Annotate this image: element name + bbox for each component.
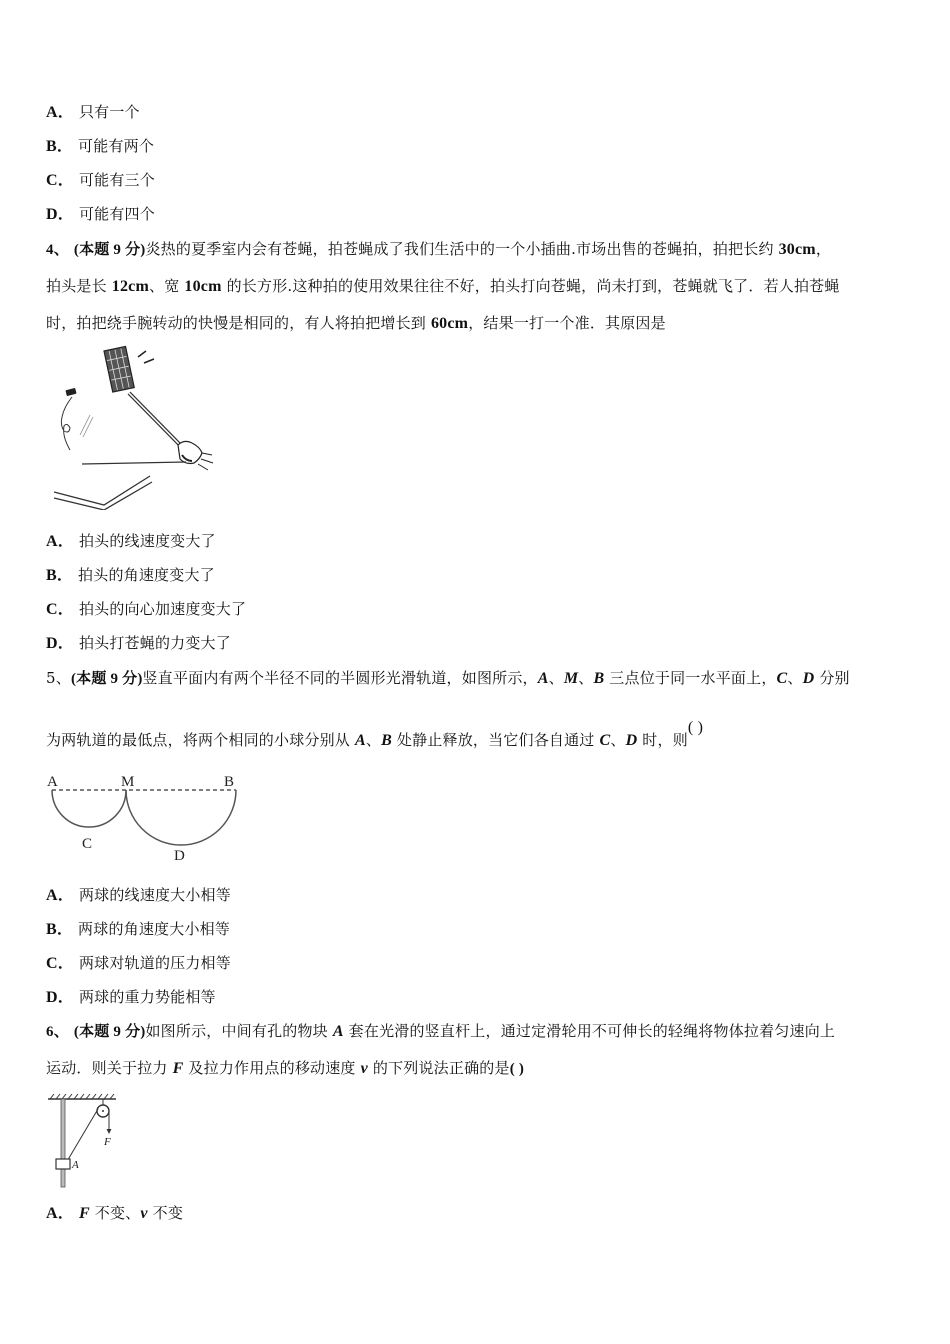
q3-option-c (46, 170, 155, 191)
math-variable: A (332, 1023, 344, 1040)
math-variable: F (172, 1060, 184, 1077)
option-text: 两球的角速度大小相等 (78, 920, 231, 938)
svg-text:B: B (224, 774, 235, 790)
stem-text: 运动．则关于拉力 (46, 1059, 173, 1077)
pulley-block-icon (44, 1093, 124, 1188)
option-letter: B． (46, 138, 74, 155)
math-variable: C (776, 670, 788, 687)
option-text: 两球对轨道的压力相等 (78, 954, 231, 972)
q5-option-b (46, 919, 230, 940)
question-score: (本题 9 分) (70, 671, 143, 687)
stem-number: 12cm (111, 278, 150, 295)
option-letter: C． (46, 601, 74, 618)
svg-text:F: F (104, 1136, 111, 1148)
option-text: 拍头的角速度变大了 (78, 566, 215, 584)
answer-blank: ( ) (687, 719, 704, 736)
option-letter: A． (46, 533, 74, 550)
math-variable: v (360, 1060, 368, 1077)
stem-text: 时，拍把绕手腕转动的快慢是相同的，有人将拍把增长到 (46, 314, 431, 332)
stem-text: 分别 (814, 669, 850, 687)
math-variable: A (537, 670, 549, 687)
math-variable: D (802, 670, 815, 687)
question-number: 4、 (46, 242, 69, 258)
stem-text: 拍头是长 (46, 277, 112, 295)
semicircle-tracks-icon (44, 770, 249, 870)
option-text: 可能有四个 (78, 205, 155, 223)
option-text: 拍头的线速度变大了 (78, 532, 216, 550)
q4-option-b (46, 565, 215, 586)
math-variable: C (599, 732, 611, 749)
svg-text:C: C (82, 836, 93, 852)
option-text: 两球的重力势能相等 (78, 988, 216, 1006)
q4-stem-line2 (46, 276, 840, 297)
q4-option-d (46, 633, 231, 654)
separator: 、 (610, 731, 626, 749)
stem-text: 的下列说法正确的是 (367, 1059, 510, 1077)
stem-text: 及拉力作用点的移动速度 (183, 1059, 361, 1077)
math-variable: B (381, 732, 392, 749)
question-number: 6、 (46, 1024, 69, 1040)
option-letter: D． (46, 635, 74, 652)
option-letter: C． (46, 172, 74, 189)
svg-text:D: D (174, 848, 185, 864)
svg-text:M: M (121, 774, 135, 790)
svg-text:A: A (72, 1159, 79, 1171)
option-text: 只有一个 (78, 103, 140, 121)
stem-text: 处静止释放，当它们各自通过 (391, 731, 600, 749)
q6-stem-line1 (46, 1021, 835, 1042)
stem-text: ， (815, 240, 832, 258)
flyswatter-illustration-icon (46, 345, 231, 510)
stem-text: 为两轨道的最低点，将两个相同的小球分别从 (46, 731, 355, 749)
q5-stem-line1 (46, 668, 850, 689)
stem-text: 时，则 (637, 731, 688, 749)
option-text: 不变 (147, 1204, 184, 1222)
separator: 、 (578, 669, 594, 687)
math-variable: F (78, 1205, 90, 1222)
flyswatter-figure (46, 345, 231, 510)
q5-option-d (46, 987, 216, 1008)
option-letter: B． (46, 921, 74, 938)
q6-stem-line2 (46, 1058, 524, 1079)
q5-option-a (46, 885, 231, 906)
question-score: (本题 9 分) (73, 1024, 146, 1040)
math-variable: A (354, 732, 366, 749)
answer-blank: ( ) (509, 1061, 525, 1077)
option-letter: D． (46, 206, 74, 223)
option-text: 拍头打苍蝇的力变大了 (78, 634, 231, 652)
stem-text: ，结果一打一个准．其原因是 (468, 314, 666, 332)
math-variable: B (593, 670, 605, 687)
question-score: (本题 9 分) (73, 242, 146, 258)
semicircle-tracks-figure (44, 770, 249, 870)
option-text: 可能有两个 (78, 137, 155, 155)
option-letter: A． (46, 1205, 74, 1222)
stem-number: 60cm (430, 315, 469, 332)
math-variable: M (563, 670, 579, 687)
option-text: 拍头的向心加速度变大了 (78, 600, 247, 618)
option-letter: A． (46, 104, 74, 121)
q3-option-a (46, 102, 140, 123)
option-text: 不变、 (89, 1204, 141, 1222)
q4-option-c (46, 599, 246, 620)
q5-stem-line2 (46, 719, 704, 751)
option-text: 可能有三个 (78, 171, 155, 189)
question-number: 5、 (46, 669, 71, 687)
q5-option-c (46, 953, 231, 974)
stem-text: 竖直平面内有两个半径不同的半圆形光滑轨道，如图所示， (142, 669, 538, 687)
pulley-figure (44, 1093, 124, 1188)
stem-text: 套在光滑的竖直杆上，通过定滑轮用不可伸长的轻绳将物体拉着匀速向上 (343, 1022, 836, 1040)
q3-option-d (46, 204, 155, 225)
stem-text: 炎热的夏季室内会有苍蝇，拍苍蝇成了我们生活中的一个小插曲.市场出售的苍蝇拍，拍把长约 (145, 240, 779, 258)
q3-option-b (46, 136, 154, 157)
q6-option-a (46, 1203, 183, 1224)
option-text: 两球的线速度大小相等 (78, 886, 231, 904)
stem-text: 三点位于同一水平面上， (604, 669, 777, 687)
stem-number: 30cm (778, 241, 816, 258)
separator: 、 (787, 669, 803, 687)
stem-text: 如图所示，中间有孔的物块 (145, 1022, 333, 1040)
q4-option-a (46, 531, 216, 552)
option-letter: B． (46, 567, 74, 584)
stem-text: 、宽 (149, 277, 185, 295)
option-letter: C． (46, 955, 74, 972)
separator: 、 (365, 731, 382, 749)
math-variable: D (625, 732, 638, 749)
separator: 、 (548, 669, 564, 687)
q4-stem-line3 (46, 313, 666, 334)
stem-text: 的长方形.这种拍的使用效果往往不好，拍头打向苍蝇，尚未打到，苍蝇就飞了．若人拍苍蝇 (221, 277, 840, 295)
option-letter: D． (46, 989, 74, 1006)
stem-number: 10cm (184, 278, 222, 295)
q4-stem-line1 (46, 239, 831, 260)
option-letter: A． (46, 887, 74, 904)
math-variable: v (140, 1205, 148, 1222)
svg-text:A: A (47, 774, 58, 790)
